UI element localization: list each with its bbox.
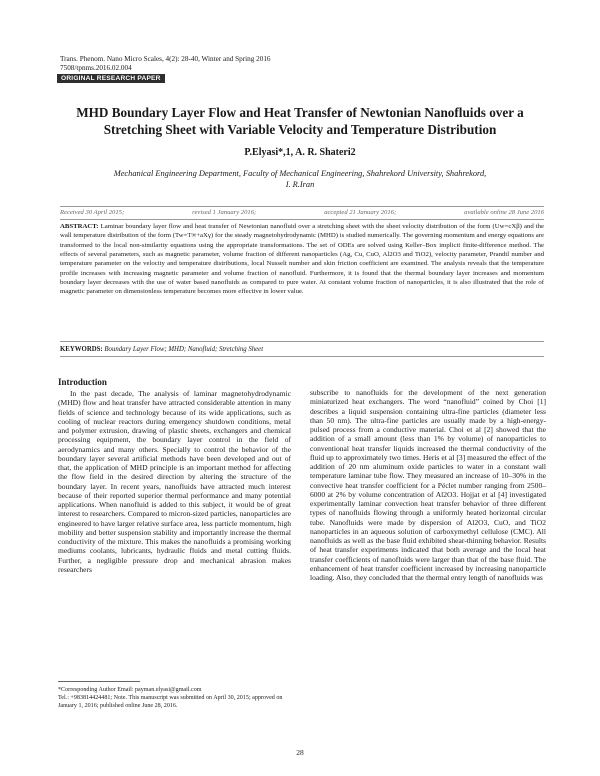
abstract: [60, 222, 544, 297]
page-number: 28: [296, 748, 304, 757]
intro-paragraph-2: subscribe to nanofluids for the development of the next generation miniaturized heat exchangers. The word “nanofluid” coined by Choi [1] describes a liquid suspension containing ultra-fine particles (diameter less than 50 nm). The ultra-fine particles are usually made by a high-energy-pulsed process from a conductive material. Choi et al [2] showed that the addition of a small amount (less than 1% by volume) of nanoparticles to conventional heat transfer liquids increased the thermal conductivity of the fluid up to approximately two times. Heris et al [3] measured the effect of the addition of 20 nm aluminum oxide particles to water in a constant wall temperature laminar tube flow. They measured an increase of 10–30% in the convective heat transfer coefficient for a Péclet number ranging from 2500–6000 at 2% by volume concentration of Al2O3. Hojjat et al [4] investigated experimentally laminar convection heat transfer behavior of three different types of nanofluids flowing through a uniformly heated horizontal circular tube. Nanofluids were made by dispersion of Al2O3, CuO, and TiO2 nanoparticles in an aqueous solution of carboxymethyl cellulose (CMC). All nanofluids as well as the base fluid exhibited shear-thinning behavior. Results of heat transfer experiments indicated that both average and the local heat transfer coefficients of nanofluids were larger than that of the base fluid. The enhancement of heat transfer coefficient increased by increasing nanoparticle loading. Also, they concluded that the thermal entry length of nanofluids was: [310, 388, 546, 582]
footnote: [58, 686, 296, 711]
journal-doi: 7508/tpnms.2016.02.004: [60, 64, 132, 72]
journal-info: [60, 55, 271, 73]
abstract-label: ABSTRACT:: [60, 223, 99, 230]
affiliation: [78, 168, 522, 190]
accepted-date: accepted 21 January 2016;: [324, 209, 397, 216]
affiliation-line-1: Mechanical Engineering Department, Faculty of Mechanical Engineering, Shahrekord University, Shahrekord,: [113, 169, 487, 178]
revised-date: revised 1 January 2016;: [192, 209, 257, 216]
divider-top: [60, 206, 544, 207]
divider-keywords: [60, 356, 544, 357]
intro-column-2: [310, 388, 546, 582]
article-dates: [60, 209, 544, 216]
abstract-text: Laminar boundary layer flow and heat transfer of Newtonian nanofluid over a stretching sheet with the sheet velocity distribution of the form (Uw=cXβ) and the wall temperature distribution of the form (Tw=T∞+aXγ) for the steady magnetohydrodynamic (MHD) is studied numerically. The governing momentum and energy equations are transformed to the local non-similarity equations using the appropriate transformations. The set of ODEs are solved using Keller–Box implicit finite-difference method. The effects of several parameters, such as magnetic parameter, volume fraction of different nanoparticles (Ag, Cu, CuO, Al2O3 and TiO2), velocity parameter, Prandtl number and temperature parameter on the velocity and temperature distributions, local Nusselt number and skin friction coefficient are examined. The analysis reveals that the temperature profile increases with increasing magnetic parameter and volume fraction of nanofluid. Furthermore, it is found that the thermal boundary layer increases and momentum boundary layer decreases with the use of water based nanofluids as compared to pure water. At constant volume fraction of nanoparticles, it is also illustrated that the role of magnetic parameter on dimensionless temperature becomes more effective in lower value.: [60, 223, 545, 296]
online-date: available online 28 June 2016: [464, 209, 544, 216]
intro-paragraph-1: In the past decade, The analysis of laminar magnetohydrodynamic (MHD) flow and heat transfer have attracted considerable attention in many fields of science and technology because of its wide applications, such as cooling of nuclear reactors during emergency shutdown conditions, metal and polymer extrusion, drawing of plastic sheets, exchangers and chemical processing equipment, the boundary layer control in the field of aerodynamics and many others. Specially to control the behavior of the boundary layer several artificial methods have been developed and out of that, the application of MHD principle is an important method for affecting the flow field in the desired direction by altering the structure of the boundary layer. In recent years, nanofluids have attracted much interest because of their reported superior thermal performance and many potential applications. When nanofluid is added to this subject, it would be of great interest to researchers. Compared to micron-sized particles, nanoparticles are engineered to have larger relative surface area, less particle momentum, high mobility and better suspension stability and importantly increase the thermal conductivity of the mixture. This makes the nanofluids a promising working mediums coolants, lubricants, hydraulic fluids and metal cutting fluids. Further, a negligible pressure drop and mechanical abrasion makes researchers: [58, 389, 291, 574]
paper-title: [40, 104, 560, 138]
keywords-label: KEYWORDS:: [60, 346, 103, 353]
affiliation-line-2: I. R.Iran: [285, 180, 315, 189]
footnote-rule: [58, 681, 140, 682]
journal-citation: Trans. Phenom. Nano Micro Scales, 4(2): 28-40, Winter and Spring 2016: [60, 55, 271, 63]
author-list: P.Elyasi*,1, A. R. Shateri2: [244, 147, 356, 158]
title-line-2: Stretching Sheet with Variable Velocity and Temperature Distribution: [103, 122, 497, 137]
intro-column-1: [58, 389, 291, 574]
keywords: [60, 346, 263, 353]
title-line-1: MHD Boundary Layer Flow and Heat Transfer of Newtonian Nanofluids over a: [76, 105, 524, 120]
divider-abstract-top: [60, 219, 544, 220]
section-heading-introduction: Introduction: [58, 377, 107, 387]
article-type-badge: ORIGINAL RESEARCH PAPER: [57, 74, 165, 83]
received-date: Received 30 April 2015;: [60, 209, 125, 216]
divider-abstract-bottom: [60, 341, 544, 342]
footnote-submission: Tel.: +983814424481; Note. This manuscript was submitted on April 30, 2015; approved on January 1, 2016; published online June 28, 2016.: [58, 695, 283, 710]
keywords-text: Boundary Layer Flow; MHD; Nanofluid; Stretching Sheet: [104, 346, 264, 353]
footnote-email: *Corresponding Author Email: payman.elyasi@gmail.com: [58, 687, 202, 693]
